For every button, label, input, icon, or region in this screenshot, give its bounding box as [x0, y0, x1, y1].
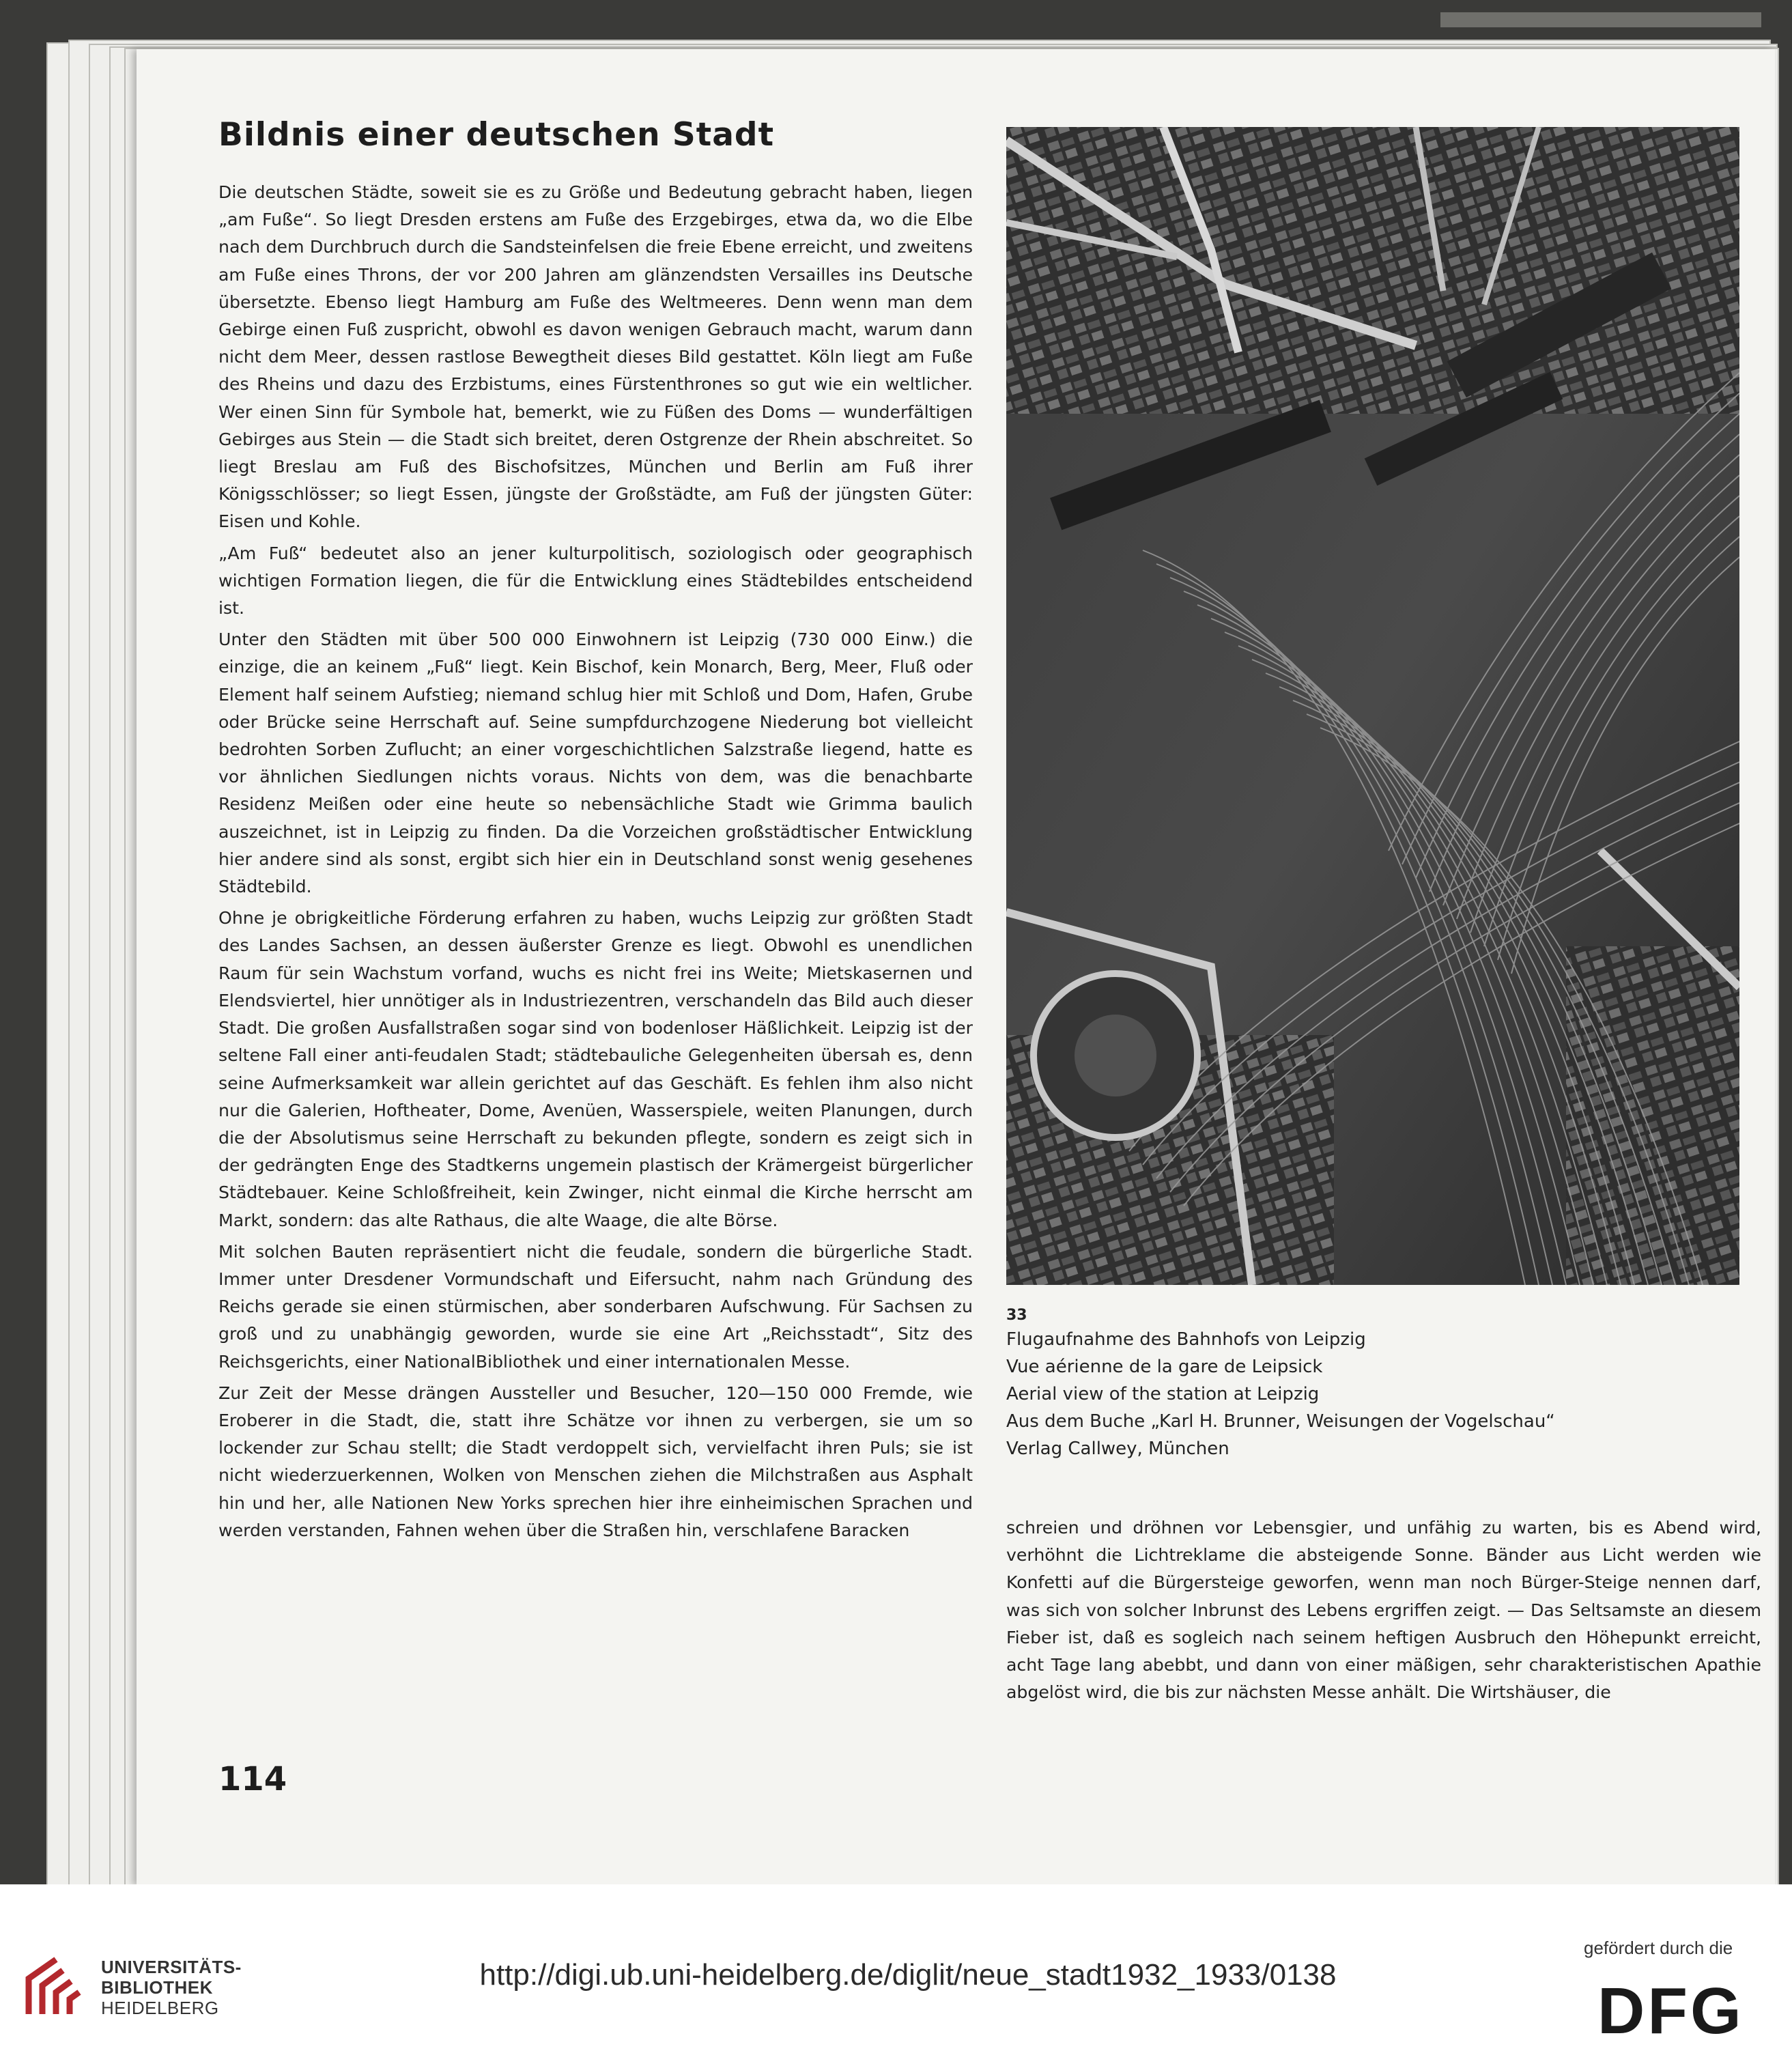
caption-french: Vue aérienne de la gare de Leipsick: [1006, 1357, 1323, 1377]
paragraph: Unter den Städten mit über 500 000 Einwohnern ist Leipzig (730 000 Einw.) die einzige, die an keinem „Fuß“ liegt. Kein Bischof, kein Monarch, Berg, Meer, Fluß oder Element half seinem Aufstieg; niemand schlug hier mit Schloß und Dom, Hafen, Grube oder Brücke seine Herrschaft auf. Seine sumpfdurchzogene Niederung bot vielleicht bedrohten Sorben Zuflucht; an einer vorgeschichtlichen Salzstraße liegend, hatte es vor ähnlichen Siedlungen nichts voraus. Nichts von dem, was die benachbarte Residenz Meißen oder eine heute so nebensächliche Stadt wie Grimma baulich auszeichnet, ist in Leipzig zu finden. Da die Vorzeichen großstädtischer Entwicklung hier andere sind als sonst, ergibt sich hier ein in Deutschland sonst wenig gesehenes Städtebild.: [218, 629, 973, 897]
figure-caption: [1006, 1305, 1739, 1462]
figure-number: 33: [1006, 1307, 1027, 1324]
library-name-line: HEIDELBERG: [101, 1998, 219, 2018]
page-number: 114: [218, 1760, 287, 1798]
right-text-column: [1006, 1514, 1761, 1706]
left-text-column: [218, 179, 973, 1548]
dfg-logo[interactable]: DFG: [1597, 1974, 1744, 2048]
caption-publisher: Verlag Callwey, München: [1006, 1439, 1229, 1459]
permalink-url[interactable]: http://digi.ub.uni-heidelberg.de/diglit/neue_stadt1932_1933/0138: [479, 1958, 1337, 1992]
ub-heidelberg-logo-icon[interactable]: [20, 1951, 91, 2025]
funded-by-label: gefördert durch die: [1584, 1938, 1733, 1958]
aerial-photo-image: [1006, 127, 1739, 1285]
library-name-line: UNIVERSITÄTS-: [101, 1957, 242, 1977]
paragraph: Die deutschen Städte, soweit sie es zu Größe und Bedeutung gebracht haben, liegen „am Fuße“. So liegt Dresden erstens am Fuße des Erzgebirges, etwa da, wo die Elbe nach dem Durchbruch durch die Sandsteinfelsen die freie Ebene erreicht, und zweitens am Fuße eines Throns, der vor 200 Jahren am glänzendsten Versailles ins Deutsche übersetzte. Ebenso liegt Hamburg am Fuße des Weltmeeres. Denn wenn man dem Gebirge einen Fuß zuspricht, obwohl es davon wenigen Gebrauch macht, warum dann nicht dem Meer, dessen rastlose Bewegtheit dieses Bild gestattet. Köln liegt am Fuße des Rheins und dazu des Erzbistums, eines Fürstenthrones so gut wie ein weltlicher. Wer einen Sinn für Symbole hat, bemerkt, wie zu Füßen des Doms — wunderfältigen Gebirges aus Stein — die Stadt sich breitet, deren Ostgrenze der Rhein abschreitet. So liegt Breslau am Fuß des Bischofsitzes, München und Berlin am Fuß ihrer Königsschlösser; so liegt Essen, jüngste der Großstädte, am Fuß der jüngsten Güter: Eisen und Kohle.: [218, 182, 973, 532]
paragraph: Mit solchen Bauten repräsentiert nicht die feudale, sondern die bürgerliche Stadt. Immer unter Dresdener Vormundschaft und Eifersucht, nahm nach Gründung des Reichs gerade sie einen stürmischen, aber sonderbaren Aufschwung. Für Sachsen zu groß und zu unabhängig geworden, wurde sie eine Art „Reichsstadt“, Sitz des Reichsgerichts, einer NationalBibliothek und einer internationalen Messe.: [218, 1241, 973, 1372]
library-name[interactable]: [101, 1957, 242, 2018]
caption-source: Aus dem Buche „Karl H. Brunner, Weisungen der Vogelschau“: [1006, 1411, 1555, 1432]
paragraph: Zur Zeit der Messe drängen Aussteller und Besucher, 120—150 000 Fremde, wie Eroberer in die Stadt, die, statt ihre Schätze vor ihnen zu verbergen, sie um so lockender zur Schau stellt; die Stadt verdoppelt sich, vervielfacht ihren Puls; sie ist nicht wiederzuerkennen, Wolken von Menschen ziehen die Milchstraßen aus Asphalt hin und her, alle Nationen New Yorks sprechen hier ihre einheimischen Sprachen und werden verstanden, Fahnen wehen über die Straßen hin, verschlafene Baracken: [218, 1383, 973, 1540]
paragraph: „Am Fuß“ bedeutet also an jener kulturpolitisch, soziologisch oder geographisch wichtigen Formation liegen, die für die Entwicklung eines Städtebildes entscheidend ist.: [218, 543, 973, 619]
paragraph: schreien und dröhnen vor Lebensgier, und unfähig zu warten, bis es Abend wird, verhöhnt die Lichtreklame die absteigende Sonne. Bänder aus Licht werden wie Konfetti auf die Bürgersteige geworfen, wenn man noch Bürger-Steige nennen darf, was sich von solcher Inbrunst des Lebens ergriffen zeigt. — Das Seltsamste an diesem Fieber ist, daß es sogleich nach seinem heftigen Ausbruch den Höhepunkt erreicht, acht Tage lang abebbt, und dann von einer mäßigen, sehr charakteristischen Apathie abgelöst wird, die bis zur nächsten Messe anhält. Die Wirtshäuser, die: [1006, 1518, 1761, 1703]
article-title: Bildnis einer deutschen Stadt: [218, 116, 775, 154]
library-name-line: BIBLIOTHEK: [101, 1977, 213, 1998]
paragraph: Ohne je obrigkeitliche Förderung erfahren zu haben, wuchs Leipzig zur größten Stadt des Landes Sachsen, an dessen äußerster Grenze es liegt. Obwohl es unendlichen Raum für sein Wachstum vorfand, wuchs es nicht frei ins Weite; Mietskasernen und Elendsviertel, hier unnötiger als in Industriezentren, verschandeln das Bild auch dieser Stadt. Die großen Ausfallstraßen sogar sind von bodenloser Häßlichkeit. Leipzig ist der seltene Fall einer anti-feudalen Stadt; städtebauliche Gelegenheiten übersah es, denn seine Aufmerksamkeit war allein gerichtet auf das Geschäft. Es fehlen ihm also nicht nur die Galerien, Hoftheater, Dome, Avenüen, Wasserspiele, weiten Planungen, durch die der Absolutismus seine Herrschaft zu bekunden pflegte, sondern es zeigt sich in der gedrängten Enge des Stadtkerns ungemein plastisch der Krämergeist bürgerlicher Städtebauer. Keine Schloßfreiheit, kein Zwinger, nicht einmal die Kirche herrscht am Markt, sondern: das alte Rathaus, die alte Waage, die alte Börse.: [218, 908, 973, 1230]
cover-edge: [1440, 12, 1761, 27]
caption-english: Aerial view of the station at Leipzig: [1006, 1384, 1320, 1404]
caption-german: Flugaufnahme des Bahnhofs von Leipzig: [1006, 1329, 1366, 1350]
aerial-photo: [1006, 127, 1739, 1285]
